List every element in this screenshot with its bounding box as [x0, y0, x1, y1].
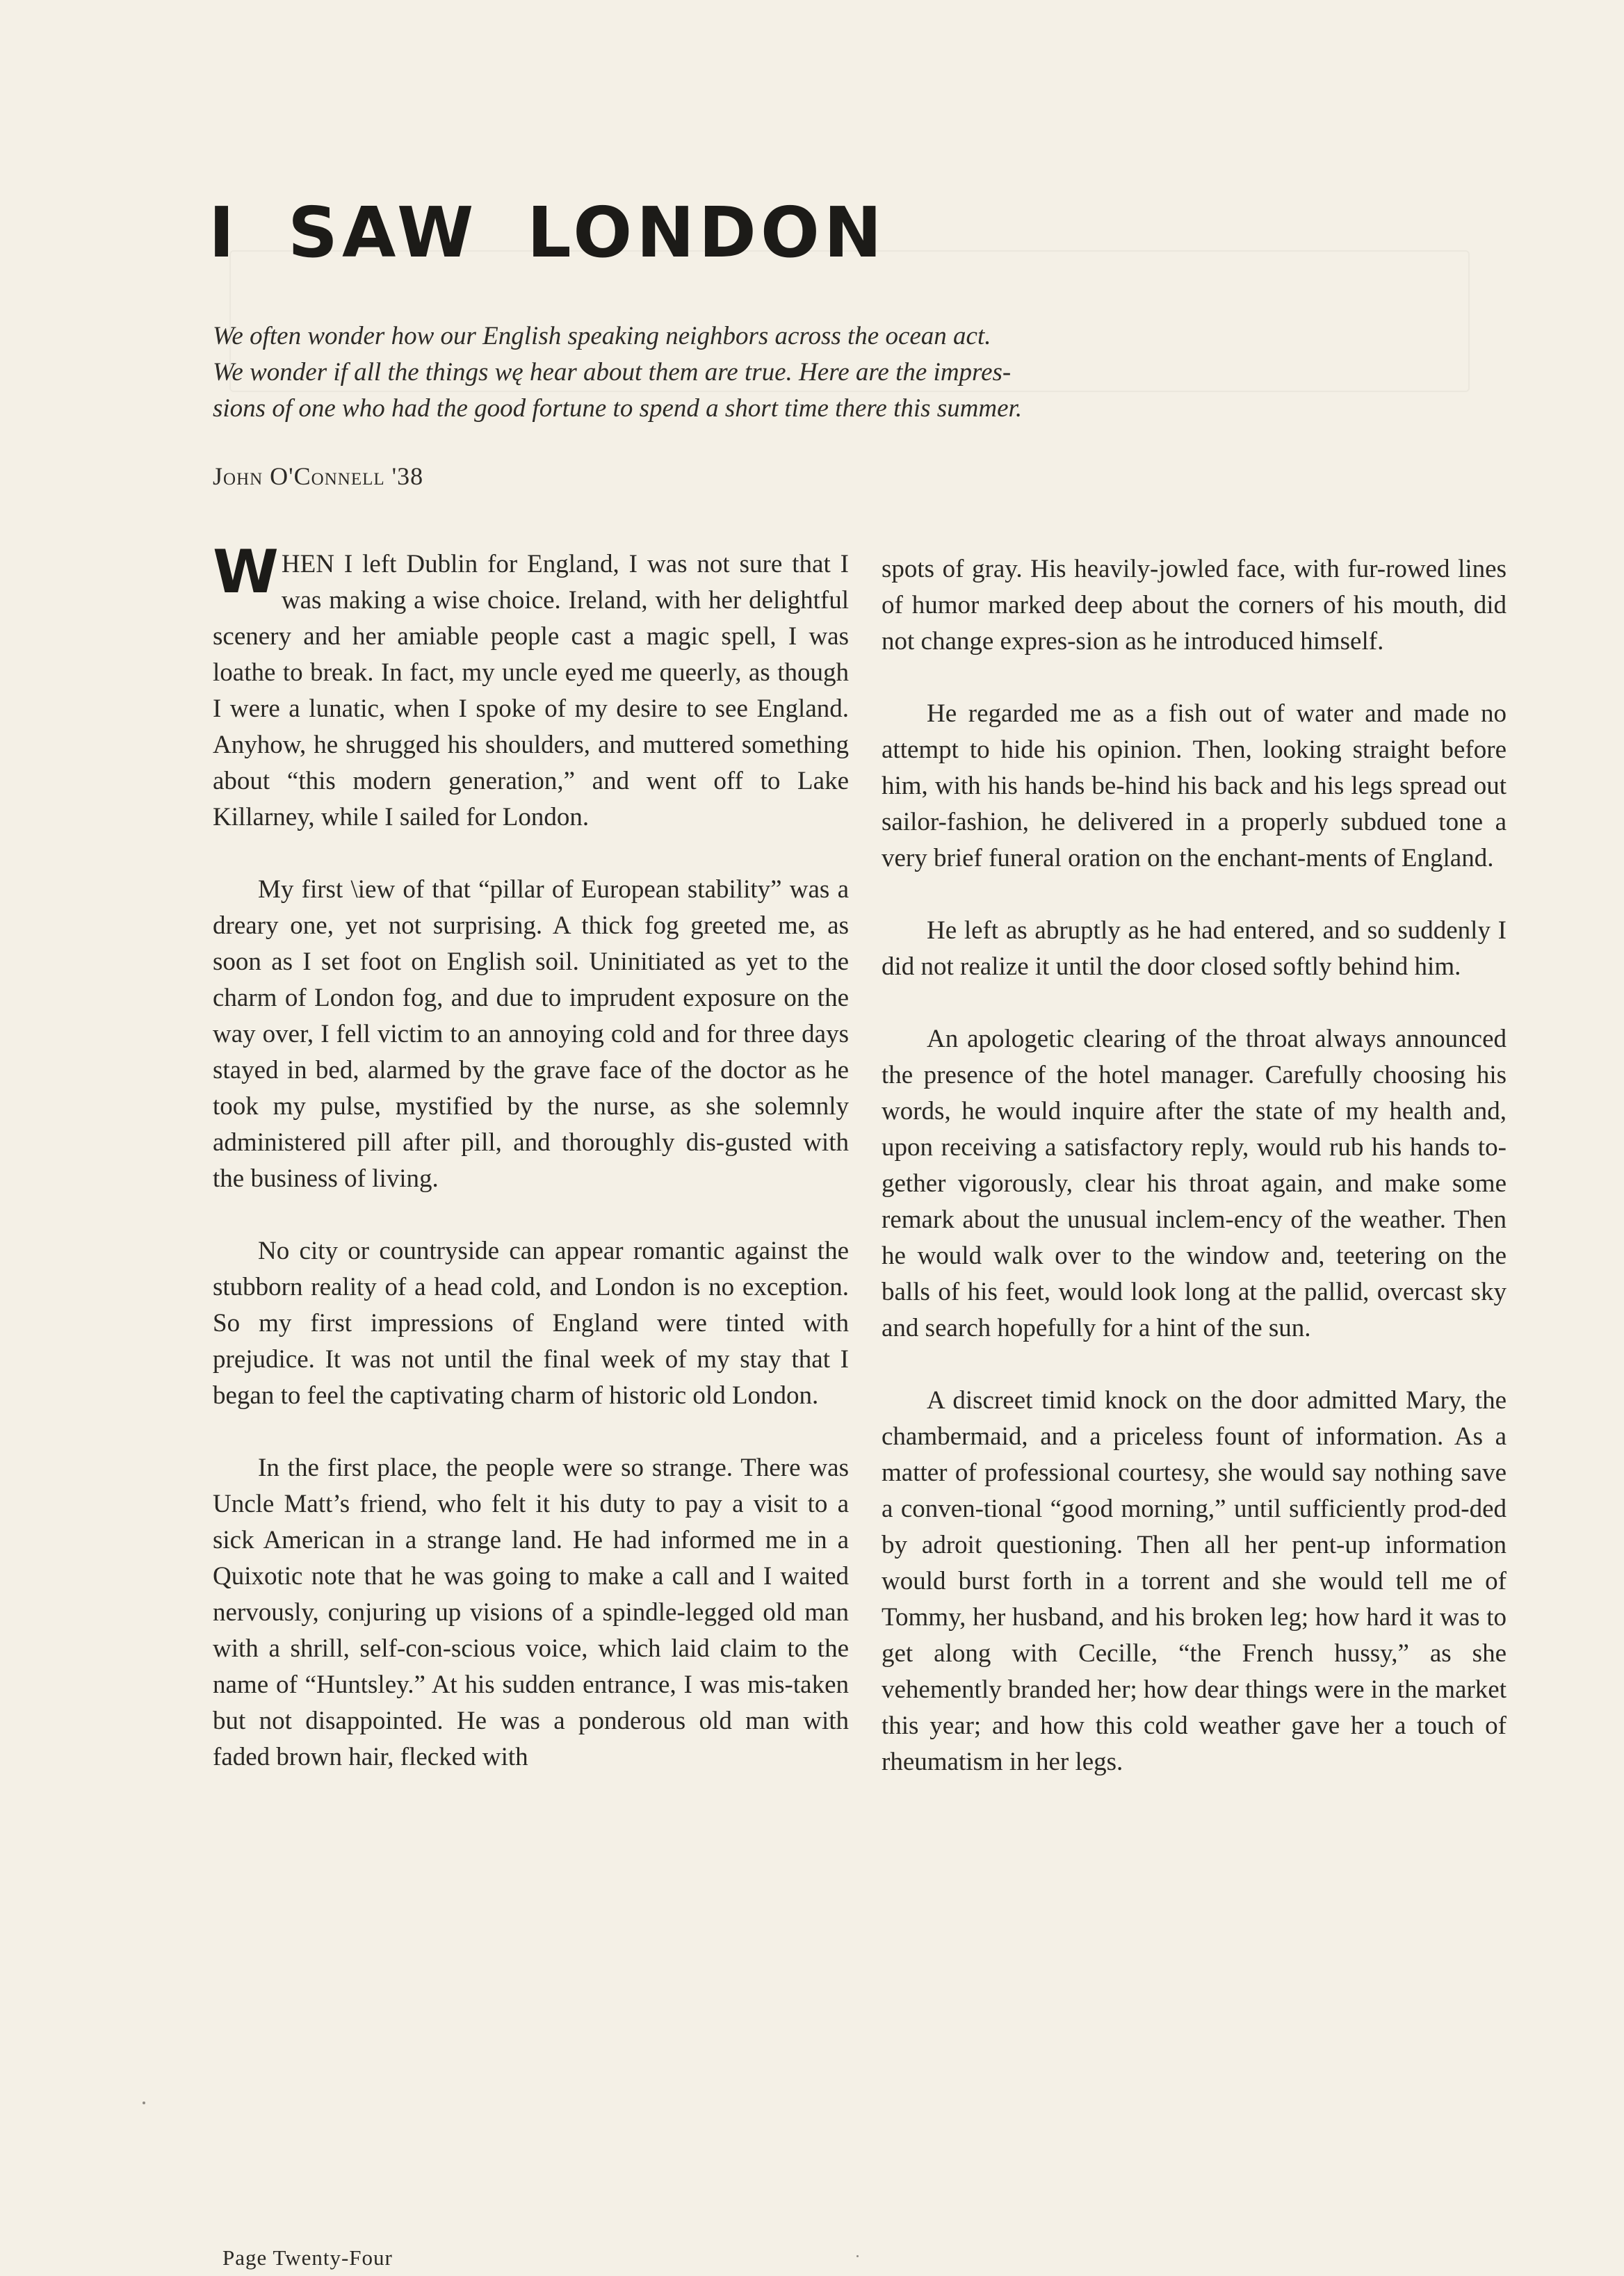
paragraph: A discreet timid knock on the door admitted Mary, the chambermaid, and a priceless fount of information. As a matter of professional courtesy, she would say nothing save a conven-tional “good morning,” until sufficiently prod-ded by adroit questioning. Then all her pent-up information would burst forth in a torrent and she would tell me of Tommy, her husband, and his broken leg; how hard it was to get along with Cecille, “the French hussy,” as she vehemently branded her; how dear things were in the market this year; and how this cold weather gave her a touch of rheumatism in her legs. [882, 1386, 1507, 1776]
paragraph-text: HEN I left Dublin for England, I was not sure that I was making a wise choice. Ireland, with her delightful scenery and her amiable people cast a magic spell, I was loathe to break. In fact, my uncle eyed me queerly, as though I were a lunatic, when I spoke of my desire to see England. Anyhow, he shrugged his shoulders, and muttered something about “this modern generation,” and went off to Lake Killarney, while I sailed for London. [213, 550, 849, 831]
paper-speck [143, 2102, 145, 2104]
intro-line: We often wonder how our English speaking neighbors across the ocean act. [213, 322, 991, 350]
paragraph: spots of gray. His heavily-jowled face, with fur-rowed lines of humor marked deep about the corners of his mouth, did not change expres-sion as he introduced himself. [882, 555, 1507, 656]
left-column [213, 537, 849, 1812]
right-column [882, 551, 1507, 1816]
intro-line: sions of one who had the good fortune to spend a short time there this summer. [213, 394, 1023, 423]
paragraph: He left as abruptly as he had entered, and so suddenly I did not realize it until the door closed softly behind him. [882, 916, 1507, 981]
page-number-footer: Page Twenty-Four [222, 2245, 393, 2270]
intro-line: We wonder if all the things wę hear about them are true. Here are the impres- [213, 358, 1012, 387]
paragraph: In the first place, the people were so strange. There was Uncle Matt’s friend, who felt it his duty to pay a visit to a sick American in a strange land. He had informed me in a Quixotic note that he was going to make a call and I waited nervously, conjuring up visions of a spindle-legged old man with a shrill, self-con-scious voice, which laid claim to the name of “Huntsley.” At his sudden entrance, I was mis-taken but not disappointed. He was a ponderous old man with faded brown hair, flecked with [213, 1454, 849, 1771]
author-byline: John O'Connell '38 [213, 462, 424, 490]
paragraph: He regarded me as a fish out of water and made no attempt to hide his opinion. Then, looking straight before him, with his hands be-hind his back and his legs spread out sailor-fashion, he delivered in a properly subdued tone a very brief funeral oration on the enchant-ments of England. [882, 699, 1507, 872]
paragraph: No city or countryside can appear romantic against the stubborn reality of a head cold, and London is no exception. So my first impressions of England were tinted with prejudice. It was not until the final week of my stay that I began to feel the captivating charm of historic old London. [213, 1237, 849, 1410]
paragraph: An apologetic clearing of the throat always announced the presence of the hotel manager. Carefully choosing his words, he would inquire after the state of my health and, upon receiving a satisfactory reply, would rub his hands to-gether vigorously, clear his throat again, and make some remark about the unusual inclem-ency of the weather. Then he would walk over to the window and, teetering on the balls of his feet, would look long at the pallid, overcast sky and search hopefully for a hint of the sun. [882, 1025, 1507, 1342]
article-intro [213, 318, 1269, 427]
paper-speck [856, 2255, 859, 2257]
paragraph [213, 537, 849, 836]
paragraph: My first \iew of that “pillar of European stability” was a dreary one, yet not surprising. A thick fog greeted me, as soon as I set foot on English soil. Uninitiated as yet to the charm of London fog, and due to imprudent exposure on the way over, I fell victim to an annoying cold and for three days stayed in bed, alarmed by the grave face of the doctor as he took my pulse, mystified by the nurse, as she solemnly administered pill after pill, and thoroughly dis-gusted with the business of living. [213, 875, 849, 1193]
drop-cap: W [213, 537, 279, 607]
article-title: I SAW LONDON [209, 192, 886, 273]
